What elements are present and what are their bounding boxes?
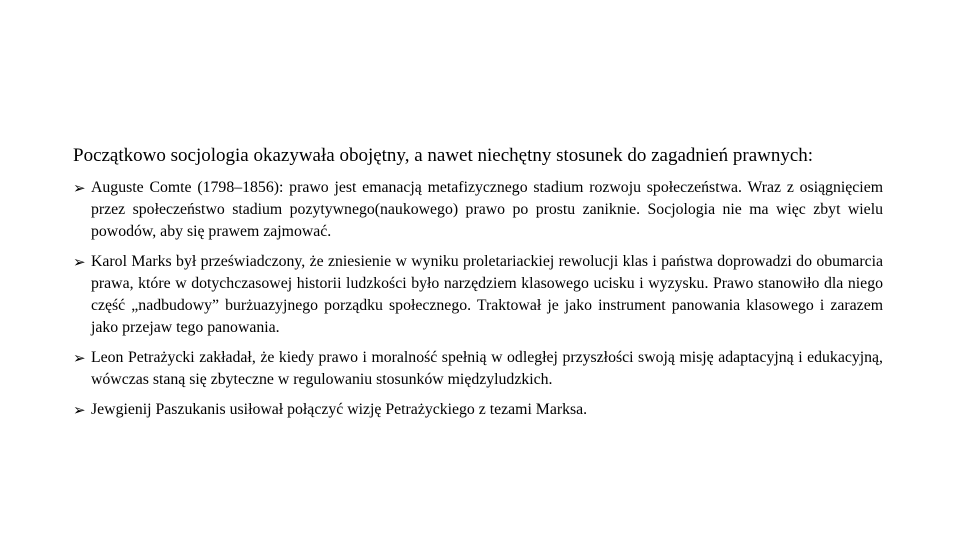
arrowhead-bullet-icon: ➢ xyxy=(73,349,86,367)
arrowhead-bullet-icon: ➢ xyxy=(73,253,86,271)
bullet-text: Leon Petrażycki zakładał, że kiedy prawo i moralność spełnią w odległej przyszłości swoją misję adaptacyjną i edukacyjną, wówczas staną się zbyteczne w regulowaniu stosunków międzyludzkich. xyxy=(91,349,883,388)
bullet-list xyxy=(73,177,883,421)
bullet-item xyxy=(73,347,883,391)
bullet-item xyxy=(73,399,883,421)
bullet-text: Karol Marks był przeświadczony, że zniesienie w wyniku proletariackiej rewolucji klas i państwa doprowadzi do obumarcia prawa, które w dotychczasowej historii ludzkości było narzędziem klasowego ucisku i wyzysku. Prawo stanowiło dla niego część „nadbudowy” burżuazyjnego porządku społecznego. Traktował je jako instrument panowania klasowego i zarazem jako przejaw tego panowania. xyxy=(91,253,883,336)
slide-content xyxy=(73,144,883,429)
arrowhead-bullet-icon: ➢ xyxy=(73,401,86,419)
bullet-item xyxy=(73,177,883,243)
bullet-text: Jewgienij Paszukanis usiłował połączyć wizję Petrażyckiego z tezami Marksa. xyxy=(91,401,588,418)
bullet-item xyxy=(73,251,883,339)
bullet-text: Auguste Comte (1798–1856): prawo jest emanacją metafizycznego stadium rozwoju społeczeństwa. Wraz z osiągnięciem przez społeczeństwo stadium pozytywnego(naukowego) prawo po prostu zaniknie. Socjologia nie ma więc zbyt wielu powodów, aby się prawem zajmować. xyxy=(91,179,883,240)
intro-paragraph: Początkowo socjologia okazywała obojętny, a nawet niechętny stosunek do zagadnień prawnych: xyxy=(73,145,814,166)
arrowhead-bullet-icon: ➢ xyxy=(73,179,86,197)
